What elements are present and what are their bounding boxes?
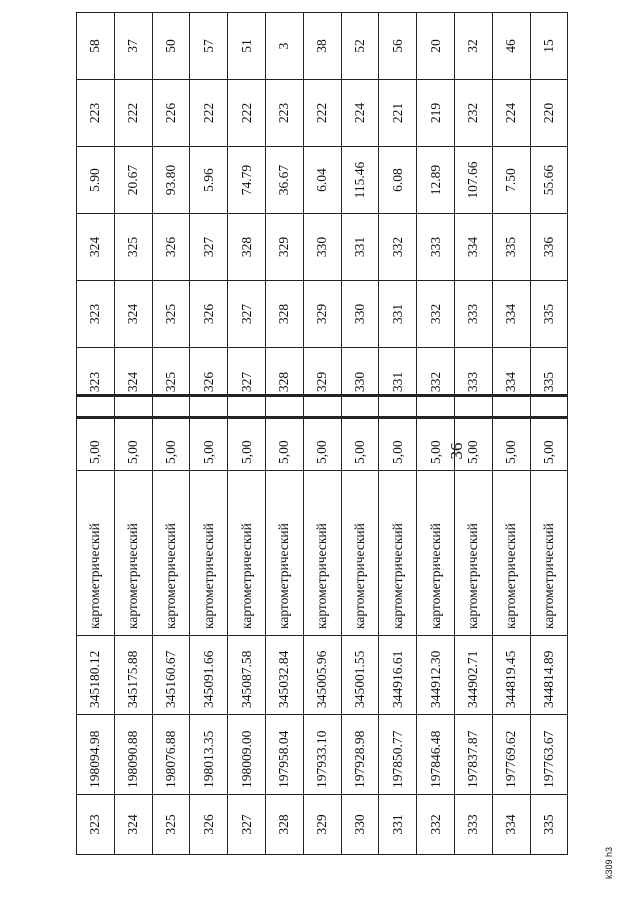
- row-number-cell: 329: [303, 348, 341, 418]
- y-coordinate-cell: 344916.61: [379, 636, 417, 715]
- degrees-cell: 223: [77, 80, 115, 147]
- table-row: [417, 13, 455, 418]
- row-number-cell: 335: [530, 348, 568, 418]
- x-coordinate-cell: 198009.00: [228, 715, 266, 795]
- table-row: [303, 13, 341, 418]
- from-point-cell: 334: [492, 281, 530, 348]
- accuracy-cell: 5,00: [454, 396, 492, 471]
- from-point-cell: 325: [152, 281, 190, 348]
- distance-cell: 36.67: [265, 147, 303, 214]
- y-coordinate-cell: 344814.89: [530, 636, 568, 715]
- method-cell: картометрический: [265, 471, 303, 636]
- page-number: 36: [447, 442, 466, 460]
- y-coordinate-cell: 344902.71: [454, 636, 492, 715]
- point-number-cell: 333: [454, 795, 492, 855]
- x-coordinate-cell: 197837.87: [454, 715, 492, 795]
- row-number-cell: 325: [152, 348, 190, 418]
- table-row: [341, 396, 379, 855]
- degrees-cell: 220: [530, 80, 568, 147]
- distance-cell: 74.79: [228, 147, 266, 214]
- table-row: [265, 13, 303, 418]
- method-cell: картометрический: [492, 471, 530, 636]
- accuracy-cell: 5,00: [190, 396, 228, 471]
- point-number-cell: 323: [77, 795, 115, 855]
- minutes-cell: 52: [341, 13, 379, 80]
- distance-cell: 115.46: [341, 147, 379, 214]
- row-number-cell: 328: [265, 348, 303, 418]
- minutes-cell: 38: [303, 13, 341, 80]
- row-number-cell: 330: [341, 348, 379, 418]
- table-row: [152, 13, 190, 418]
- degrees-cell: 224: [492, 80, 530, 147]
- minutes-cell: 51: [228, 13, 266, 80]
- minutes-cell: 3: [265, 13, 303, 80]
- to-point-cell: 332: [379, 214, 417, 281]
- x-coordinate-cell: 198094.98: [77, 715, 115, 795]
- point-number-cell: 335: [530, 795, 568, 855]
- from-point-cell: 323: [77, 281, 115, 348]
- method-cell: картометрический: [228, 471, 266, 636]
- degrees-cell: 222: [228, 80, 266, 147]
- x-coordinate-cell: 197928.98: [341, 715, 379, 795]
- from-point-cell: 330: [341, 281, 379, 348]
- minutes-cell: 50: [152, 13, 190, 80]
- minutes-cell: 56: [379, 13, 417, 80]
- distance-cell: 5.96: [190, 147, 228, 214]
- method-cell: картометрический: [152, 471, 190, 636]
- from-point-cell: 331: [379, 281, 417, 348]
- to-point-cell: 324: [77, 214, 115, 281]
- x-coordinate-cell: 197769.62: [492, 715, 530, 795]
- minutes-cell: 37: [114, 13, 152, 80]
- table-row: [77, 396, 115, 855]
- row-number-cell: 332: [417, 348, 455, 418]
- to-point-cell: 336: [530, 214, 568, 281]
- accuracy-cell: 5,00: [492, 396, 530, 471]
- segments-table: [76, 12, 568, 419]
- x-coordinate-cell: 197763.67: [530, 715, 568, 795]
- x-coordinate-cell: 197933.10: [303, 715, 341, 795]
- accuracy-cell: 5,00: [265, 396, 303, 471]
- distance-cell: 6.08: [379, 147, 417, 214]
- y-coordinate-cell: 345160.67: [152, 636, 190, 715]
- row-number-cell: 326: [190, 348, 228, 418]
- document-code: k309 h3: [604, 846, 614, 879]
- degrees-cell: 226: [152, 80, 190, 147]
- table-row: [114, 13, 152, 418]
- method-cell: картометрический: [454, 471, 492, 636]
- to-point-cell: 335: [492, 214, 530, 281]
- table-row: [379, 396, 417, 855]
- x-coordinate-cell: 198090.88: [114, 715, 152, 795]
- table-row: [190, 13, 228, 418]
- table-row: [77, 13, 115, 418]
- method-cell: картометрический: [303, 471, 341, 636]
- row-number-cell: 334: [492, 348, 530, 418]
- minutes-cell: 57: [190, 13, 228, 80]
- minutes-cell: 46: [492, 13, 530, 80]
- from-point-cell: 335: [530, 281, 568, 348]
- point-number-cell: 328: [265, 795, 303, 855]
- point-number-cell: 325: [152, 795, 190, 855]
- table-row: [341, 13, 379, 418]
- table-row: [454, 396, 492, 855]
- degrees-cell: 224: [341, 80, 379, 147]
- from-point-cell: 333: [454, 281, 492, 348]
- degrees-cell: 219: [417, 80, 455, 147]
- accuracy-cell: 5,00: [114, 396, 152, 471]
- accuracy-cell: 5,00: [303, 396, 341, 471]
- minutes-cell: 32: [454, 13, 492, 80]
- coordinates-table: [76, 394, 568, 855]
- to-point-cell: 327: [190, 214, 228, 281]
- table-row: [530, 13, 568, 418]
- point-number-cell: 327: [228, 795, 266, 855]
- row-number-cell: 333: [454, 348, 492, 418]
- to-point-cell: 330: [303, 214, 341, 281]
- table-row: [492, 13, 530, 418]
- distance-cell: 93.80: [152, 147, 190, 214]
- accuracy-cell: 5,00: [341, 396, 379, 471]
- point-number-cell: 329: [303, 795, 341, 855]
- accuracy-cell: 5,00: [379, 396, 417, 471]
- distance-cell: 6.04: [303, 147, 341, 214]
- method-cell: картометрический: [77, 471, 115, 636]
- accuracy-cell: 5,00: [228, 396, 266, 471]
- minutes-cell: 20: [417, 13, 455, 80]
- degrees-cell: 222: [190, 80, 228, 147]
- degrees-cell: 221: [379, 80, 417, 147]
- to-point-cell: 326: [152, 214, 190, 281]
- accuracy-cell: 5,00: [417, 396, 455, 471]
- degrees-cell: 222: [303, 80, 341, 147]
- row-number-cell: 323: [77, 348, 115, 418]
- x-coordinate-cell: 197850.77: [379, 715, 417, 795]
- table-row: [492, 396, 530, 855]
- method-cell: картометрический: [341, 471, 379, 636]
- point-number-cell: 332: [417, 795, 455, 855]
- accuracy-cell: 5,00: [152, 396, 190, 471]
- point-number-cell: 326: [190, 795, 228, 855]
- method-cell: картометрический: [190, 471, 228, 636]
- x-coordinate-cell: 198076.88: [152, 715, 190, 795]
- degrees-cell: 223: [265, 80, 303, 147]
- point-number-cell: 324: [114, 795, 152, 855]
- y-coordinate-cell: 345032.84: [265, 636, 303, 715]
- y-coordinate-cell: 345175.88: [114, 636, 152, 715]
- table-row: [228, 13, 266, 418]
- from-point-cell: 328: [265, 281, 303, 348]
- point-number-cell: 334: [492, 795, 530, 855]
- to-point-cell: 329: [265, 214, 303, 281]
- method-cell: картометрический: [114, 471, 152, 636]
- table-row: [152, 396, 190, 855]
- table-row: [114, 396, 152, 855]
- accuracy-cell: 5,00: [77, 396, 115, 471]
- y-coordinate-cell: 345005.96: [303, 636, 341, 715]
- method-cell: картометрический: [530, 471, 568, 636]
- distance-cell: 20.67: [114, 147, 152, 214]
- y-coordinate-cell: 345091.66: [190, 636, 228, 715]
- table-row: [379, 13, 417, 418]
- method-cell: картометрический: [417, 471, 455, 636]
- point-number-cell: 330: [341, 795, 379, 855]
- table-row: [530, 396, 568, 855]
- from-point-cell: 324: [114, 281, 152, 348]
- distance-cell: 5.90: [77, 147, 115, 214]
- to-point-cell: 328: [228, 214, 266, 281]
- table-row: [417, 396, 455, 855]
- from-point-cell: 327: [228, 281, 266, 348]
- y-coordinate-cell: 344819.45: [492, 636, 530, 715]
- from-point-cell: 332: [417, 281, 455, 348]
- y-coordinate-cell: 345087.58: [228, 636, 266, 715]
- x-coordinate-cell: 198013.35: [190, 715, 228, 795]
- distance-cell: 7.50: [492, 147, 530, 214]
- from-point-cell: 329: [303, 281, 341, 348]
- to-point-cell: 325: [114, 214, 152, 281]
- accuracy-cell: 5,00: [530, 396, 568, 471]
- distance-cell: 12.89: [417, 147, 455, 214]
- point-number-cell: 331: [379, 795, 417, 855]
- degrees-cell: 222: [114, 80, 152, 147]
- degrees-cell: 232: [454, 80, 492, 147]
- table-row: [454, 13, 492, 418]
- y-coordinate-cell: 345180.12: [77, 636, 115, 715]
- to-point-cell: 333: [417, 214, 455, 281]
- row-number-cell: 324: [114, 348, 152, 418]
- to-point-cell: 334: [454, 214, 492, 281]
- to-point-cell: 331: [341, 214, 379, 281]
- x-coordinate-cell: 197958.04: [265, 715, 303, 795]
- row-number-cell: 331: [379, 348, 417, 418]
- table-row: [303, 396, 341, 855]
- distance-cell: 107.66: [454, 147, 492, 214]
- distance-cell: 55.66: [530, 147, 568, 214]
- method-cell: картометрический: [379, 471, 417, 636]
- table-row: [190, 396, 228, 855]
- minutes-cell: 15: [530, 13, 568, 80]
- table-row: [228, 396, 266, 855]
- y-coordinate-cell: 344912.30: [417, 636, 455, 715]
- y-coordinate-cell: 345001.55: [341, 636, 379, 715]
- table-row: [265, 396, 303, 855]
- x-coordinate-cell: 197846.48: [417, 715, 455, 795]
- minutes-cell: 58: [77, 13, 115, 80]
- row-number-cell: 327: [228, 348, 266, 418]
- from-point-cell: 326: [190, 281, 228, 348]
